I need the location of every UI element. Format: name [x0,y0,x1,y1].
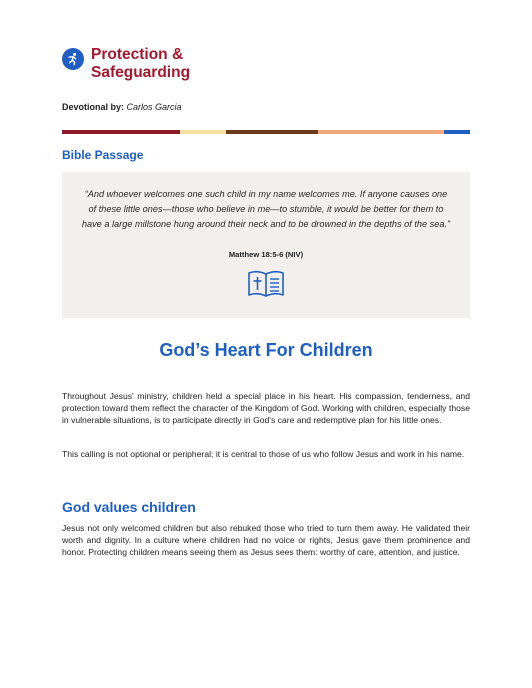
bible-passage-heading: Bible Passage [62,148,144,162]
page-title: God’s Heart For Children [159,340,373,360]
brand-line-2: Safeguarding [91,64,191,81]
bible-passage-box [62,172,470,318]
header [62,46,190,82]
stripe-segment [180,130,226,134]
stripe-segment [62,130,180,134]
running-person-icon [62,48,84,70]
byline-label: Devotional by: [62,102,125,112]
stripe-segment [318,130,444,134]
bible-quote: “And whoever welcomes one such child in my name welcomes me. If anyone causes one of these little ones—those who believe in me—to stumble, it would be better for them to have a large millstone hung around their neck and to be drowned in the depths of the sea.” [81,189,451,229]
bible-reference: Matthew 18:5-6 (NIV) [228,250,304,259]
section-heading: God values children [62,499,196,515]
body-paragraph: Jesus not only welcomed children but also rebuked those who tried to turn them away. He validated their worth and dignity. In a culture where children had no voice or rights, Jesus gave them prominence and honor. Protecting children means seeing them as Jesus sees them: worthy of care, attention, and justice. [62,523,470,558]
byline [62,102,182,112]
stripe-segment [226,130,318,134]
stripe-segment [444,130,470,134]
brand-line-1: Protection & [91,46,184,63]
open-bible-icon [246,269,286,304]
body-paragraph: Throughout Jesus' ministry, children held a special place in his heart. His compassion, tenderness, and protection toward them reflect the character of the Kingdom of God. Working with children, especially those in vulnerable situations, is to participate directly in God's care and redemptive plan for his little ones. [62,391,470,426]
brand-name [91,46,190,82]
byline-author: Carlos Garcia [126,102,182,112]
body-paragraph: This calling is not optional or peripheral; it is central to those of us who follow Jesus and work in his name. [62,449,465,459]
color-stripe [62,130,470,134]
